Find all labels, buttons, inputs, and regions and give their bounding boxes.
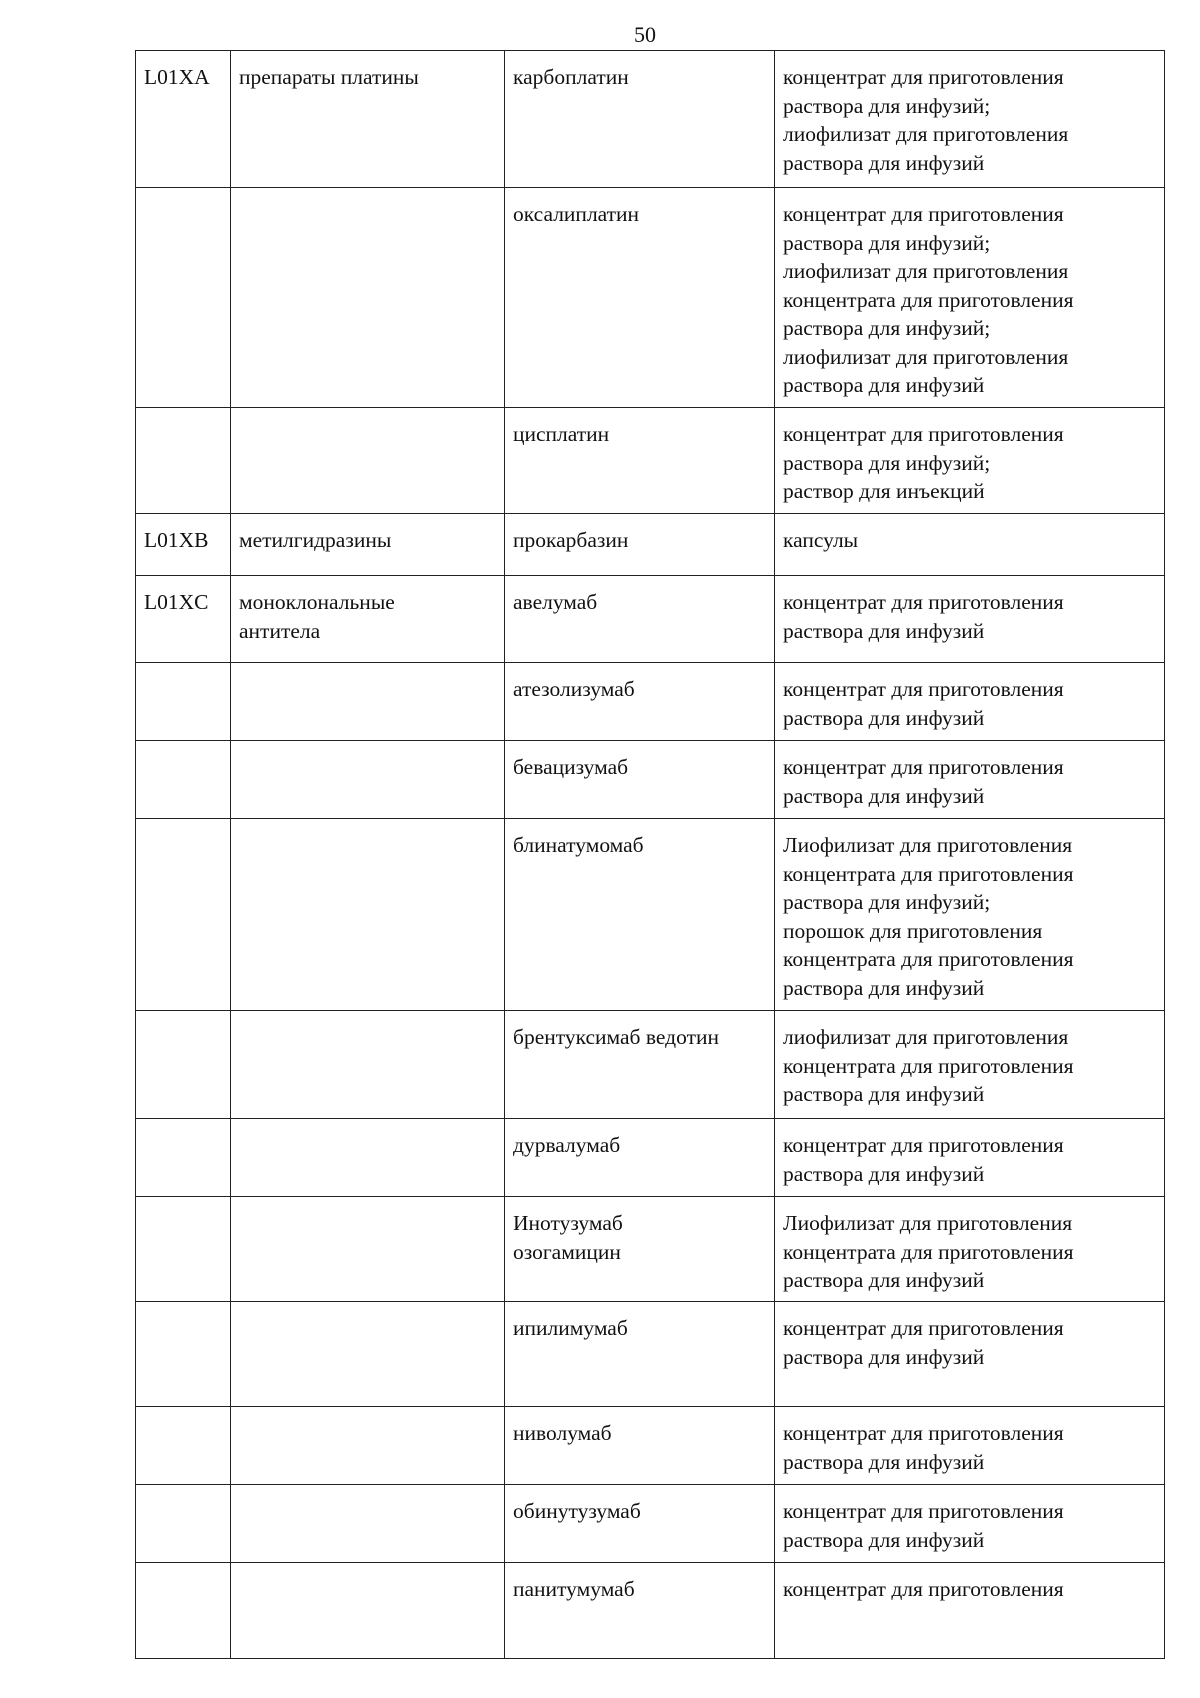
dosage-form-line: раствора для инфузий: [783, 1449, 985, 1474]
dosage-form-cell: [775, 188, 1165, 408]
dosage-form-line: раствора для инфузий;: [783, 890, 991, 914]
dosage-form-cell: [775, 1119, 1165, 1197]
drug-name-line: озогамицин: [513, 1239, 621, 1264]
dosage-form-line: концентрата для приготовления: [783, 287, 1074, 312]
dosage-form-line: раствора для инфузий: [783, 150, 985, 175]
dosage-form-line: раствора для инфузий: [783, 618, 985, 643]
table-row: [136, 1302, 1165, 1407]
dosage-form-line: концентрат для приготовления: [783, 65, 1064, 89]
dosage-form-line: концентрат для приготовления: [783, 590, 1064, 614]
atc-code-cell: [136, 1407, 231, 1485]
dosage-form-cell: [775, 514, 1165, 576]
group-name-line: моноклональные: [239, 590, 395, 614]
drug-table: [135, 50, 1165, 1659]
group-name-cell: [231, 514, 505, 576]
group-name-line: антитела: [239, 618, 321, 643]
drug-name-cell: [505, 1302, 775, 1407]
drug-name-line: прокарбазин: [513, 528, 629, 552]
atc-code-cell: [136, 1563, 231, 1659]
dosage-form-line: концентрата для приготовления: [783, 1239, 1074, 1264]
group-name-cell: [231, 188, 505, 408]
group-name-cell: [231, 1119, 505, 1197]
dosage-form-cell: [775, 1485, 1165, 1563]
atc-code-cell: L01XA: [136, 51, 231, 188]
atc-code-cell: [136, 1485, 231, 1563]
dosage-form-line: Лиофилизат для приготовления: [783, 833, 1073, 857]
dosage-form-line: концентрат для приготовления: [783, 422, 1064, 446]
dosage-form-line: раствора для инфузий: [783, 1344, 985, 1369]
group-name-cell: [231, 1407, 505, 1485]
dosage-form-line: раствора для инфузий: [783, 1268, 985, 1292]
dosage-form-line: раствор для инъекций: [783, 479, 985, 503]
drug-name-line: ипилимумаб: [513, 1316, 628, 1340]
dosage-form-line: концентрата для приготовления: [783, 947, 1074, 971]
drug-name-cell: [505, 1119, 775, 1197]
table-row: [136, 51, 1165, 188]
dosage-form-cell: [775, 1563, 1165, 1659]
dosage-form-line: концентрат для приготовления: [783, 202, 1064, 226]
drug-name-line: брентуксимаб ведотин: [513, 1025, 719, 1049]
dosage-form-cell: [775, 1302, 1165, 1407]
drug-name-cell: [505, 1197, 775, 1302]
dosage-form-line: раствора для инфузий;: [783, 230, 991, 255]
dosage-form-line: лиофилизат для приготовления: [783, 344, 1069, 369]
drug-name-cell: [505, 1563, 775, 1659]
group-name-cell: [231, 408, 505, 514]
dosage-form-line: концентрат для приготовления: [783, 1316, 1064, 1340]
dosage-form-line: раствора для инфузий: [783, 373, 985, 397]
page-number: 50: [634, 22, 656, 47]
group-name-cell: [231, 1302, 505, 1407]
drug-table-body: [136, 51, 1165, 1659]
dosage-form-line: раствора для инфузий;: [783, 316, 991, 340]
dosage-form-cell: [775, 408, 1165, 514]
dosage-form-line: раствора для инфузий: [783, 975, 985, 1000]
group-name-cell: [231, 1563, 505, 1659]
atc-code-cell: [136, 1197, 231, 1302]
dosage-form-line: концентрата для приготовления: [783, 1053, 1074, 1078]
table-row: [136, 1407, 1165, 1485]
drug-name-cell: [505, 1407, 775, 1485]
group-name-line: метилгидразины: [239, 528, 392, 552]
table-row: [136, 819, 1165, 1011]
atc-code-cell: [136, 819, 231, 1011]
drug-name-line: панитумумаб: [513, 1577, 635, 1601]
table-row: [136, 1485, 1165, 1563]
dosage-form-line: раствора для инфузий;: [783, 93, 991, 118]
table-row: [136, 408, 1165, 514]
drug-name-cell: [505, 188, 775, 408]
group-name-line: препараты платины: [239, 65, 419, 89]
dosage-form-line: капсулы: [783, 528, 859, 552]
atc-code-cell: [136, 663, 231, 741]
drug-name-line: ниволумаб: [513, 1421, 612, 1445]
atc-code-cell: L01XC: [136, 576, 231, 663]
dosage-form-line: Лиофилизат для приготовления: [783, 1211, 1073, 1235]
drug-name-cell: [505, 408, 775, 514]
group-name-cell: [231, 1011, 505, 1119]
dosage-form-cell: [775, 819, 1165, 1011]
dosage-form-line: раствора для инфузий: [783, 1527, 985, 1552]
dosage-form-line: лиофилизат для приготовления: [783, 122, 1069, 146]
group-name-cell: [231, 1197, 505, 1302]
table-row: [136, 1011, 1165, 1119]
table-row: [136, 576, 1165, 663]
atc-code-cell: [136, 188, 231, 408]
dosage-form-cell: [775, 576, 1165, 663]
dosage-form-cell: [775, 1011, 1165, 1119]
table-row: [136, 1119, 1165, 1197]
dosage-form-line: порошок для приготовления: [783, 918, 1043, 943]
drug-name-cell: [505, 1011, 775, 1119]
dosage-form-cell: [775, 663, 1165, 741]
atc-code-cell: [136, 1011, 231, 1119]
table-row: [136, 188, 1165, 408]
dosage-form-line: раствора для инфузий: [783, 1161, 985, 1186]
dosage-form-line: концентрат для приготовления: [783, 1499, 1064, 1523]
dosage-form-line: концентрат для приготовления: [783, 1421, 1064, 1445]
drug-name-cell: [505, 1485, 775, 1563]
dosage-form-line: концентрат для приготовления: [783, 1577, 1064, 1601]
drug-name-line: цисплатин: [513, 422, 610, 446]
drug-name-cell: [505, 514, 775, 576]
drug-name-line: дурвалумаб: [513, 1133, 621, 1157]
group-name-cell: [231, 1485, 505, 1563]
group-name-cell: [231, 576, 505, 663]
table-row: [136, 663, 1165, 741]
group-name-cell: [231, 51, 505, 188]
drug-name-line: Инотузумаб: [513, 1211, 623, 1235]
dosage-form-cell: [775, 741, 1165, 819]
drug-name-cell: [505, 819, 775, 1011]
table-row: [136, 514, 1165, 576]
drug-name-line: бевацизумаб: [513, 755, 629, 779]
atc-code-cell: [136, 408, 231, 514]
group-name-cell: [231, 741, 505, 819]
table-row: [136, 741, 1165, 819]
table-row: [136, 1197, 1165, 1302]
dosage-form-line: раствора для инфузий: [783, 783, 985, 808]
table-row: [136, 1563, 1165, 1659]
dosage-form-cell: [775, 1407, 1165, 1485]
dosage-form-cell: [775, 1197, 1165, 1302]
dosage-form-line: лиофилизат для приготовления: [783, 1025, 1069, 1049]
dosage-form-line: раствора для инфузий: [783, 705, 985, 730]
drug-name-line: атезолизумаб: [513, 677, 635, 701]
atc-code-cell: [136, 1119, 231, 1197]
dosage-form-cell: [775, 51, 1165, 188]
dosage-form-line: лиофилизат для приготовления: [783, 259, 1069, 283]
dosage-form-line: концентрат для приготовления: [783, 755, 1064, 779]
drug-name-line: карбоплатин: [513, 65, 629, 89]
atc-code-cell: L01XB: [136, 514, 231, 576]
atc-code-cell: [136, 1302, 231, 1407]
dosage-form-line: концентрат для приготовления: [783, 1133, 1064, 1157]
dosage-form-line: концентрат для приготовления: [783, 677, 1064, 701]
drug-name-cell: [505, 741, 775, 819]
dosage-form-line: раствора для инфузий;: [783, 450, 991, 475]
drug-name-cell: [505, 576, 775, 663]
dosage-form-line: раствора для инфузий: [783, 1082, 985, 1106]
drug-name-line: авелумаб: [513, 590, 598, 614]
drug-name-line: обинутузумаб: [513, 1499, 641, 1523]
atc-code-cell: [136, 741, 231, 819]
dosage-form-line: концентрата для приготовления: [783, 861, 1074, 886]
drug-name-cell: [505, 51, 775, 188]
group-name-cell: [231, 663, 505, 741]
drug-name-line: оксалиплатин: [513, 202, 640, 226]
group-name-cell: [231, 819, 505, 1011]
drug-name-cell: [505, 663, 775, 741]
drug-name-line: блинатумомаб: [513, 833, 644, 857]
